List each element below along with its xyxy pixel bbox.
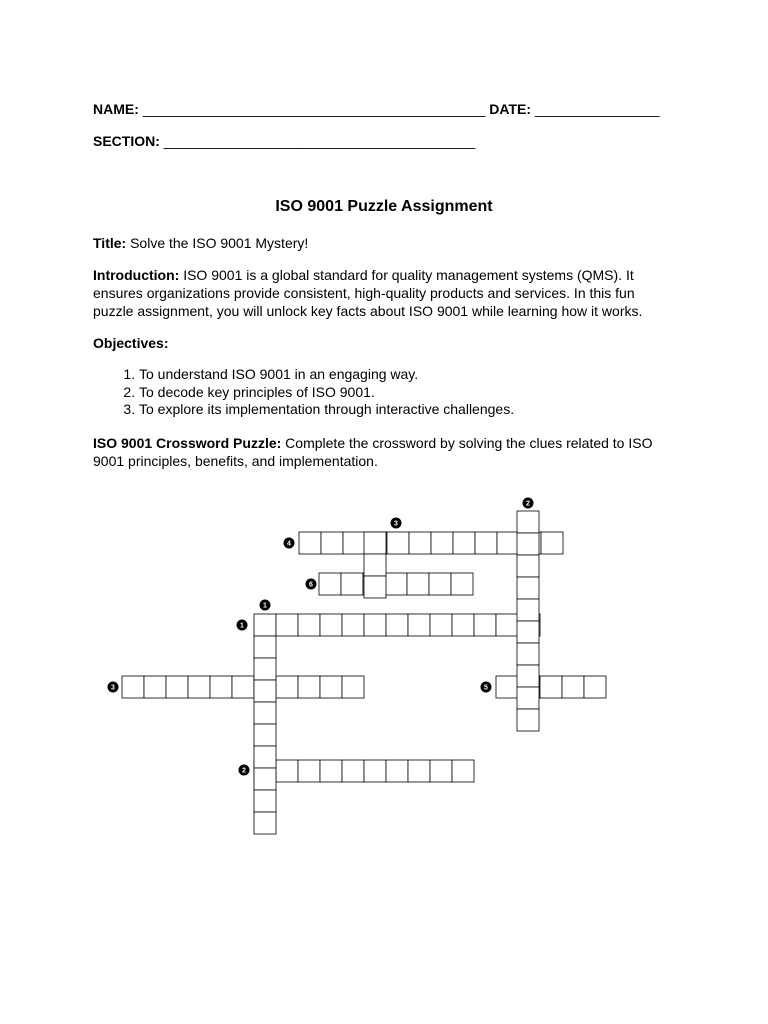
crossword-cell[interactable] xyxy=(517,577,539,599)
crossword-cell[interactable] xyxy=(517,555,539,577)
crossword-cell[interactable] xyxy=(364,554,386,576)
date-label: DATE: xyxy=(489,101,531,117)
crossword-cell[interactable] xyxy=(540,676,562,698)
crossword-cell[interactable] xyxy=(451,573,473,595)
clue-number-marker xyxy=(108,682,119,693)
crossword-cell[interactable] xyxy=(408,614,430,636)
crossword-cell[interactable] xyxy=(517,621,539,643)
crossword-cell[interactable] xyxy=(517,709,539,731)
crossword-cell[interactable] xyxy=(452,614,474,636)
crossword-cell[interactable] xyxy=(517,643,539,665)
clue-number: 6 xyxy=(309,581,313,589)
clue-number: 1 xyxy=(263,602,267,610)
crossword-cell[interactable] xyxy=(541,532,563,554)
crossword-cell[interactable] xyxy=(386,614,408,636)
objectives-heading: Objectives: xyxy=(93,335,169,351)
clue-number: 3 xyxy=(394,520,398,528)
crossword-cell[interactable] xyxy=(430,614,452,636)
crossword-cell[interactable] xyxy=(254,658,276,680)
crossword-intro-text: Complete the crossword by solving the clues related to ISO 9001 principles, benefits, and implementation. xyxy=(93,435,653,469)
crossword-cell[interactable] xyxy=(385,573,407,595)
crossword-cell[interactable] xyxy=(364,614,386,636)
list-item: 3. To explore its implementation through interactive challenges. xyxy=(139,401,514,419)
crossword-cell[interactable] xyxy=(452,760,474,782)
crossword-cell[interactable] xyxy=(343,532,365,554)
crossword-cell[interactable] xyxy=(387,532,409,554)
clue-number-marker xyxy=(284,538,295,549)
crossword-cell[interactable] xyxy=(254,680,276,702)
crossword-cell[interactable] xyxy=(254,636,276,658)
crossword-cell[interactable] xyxy=(386,760,408,782)
clue-number-marker xyxy=(237,620,248,631)
crossword-cell[interactable] xyxy=(342,676,364,698)
crossword-cell[interactable] xyxy=(299,532,321,554)
crossword-cell[interactable] xyxy=(341,573,363,595)
crossword-cell[interactable] xyxy=(342,614,364,636)
name-label: NAME: xyxy=(93,101,139,117)
crossword-cell[interactable] xyxy=(408,760,430,782)
date-field[interactable]: ________________ xyxy=(534,101,660,117)
crossword-cell[interactable] xyxy=(188,676,210,698)
crossword-cell[interactable] xyxy=(497,532,519,554)
crossword-cell[interactable] xyxy=(407,573,429,595)
crossword-cell[interactable] xyxy=(320,614,342,636)
crossword-cell[interactable] xyxy=(475,532,497,554)
crossword-cell[interactable] xyxy=(364,760,386,782)
clue-number: 2 xyxy=(526,500,530,508)
crossword-cell[interactable] xyxy=(517,533,539,555)
clue-number: 5 xyxy=(484,684,488,692)
crossword-cell[interactable] xyxy=(166,676,188,698)
title-label: Title: xyxy=(93,235,127,251)
crossword-cell[interactable] xyxy=(342,760,364,782)
crossword-cell[interactable] xyxy=(144,676,166,698)
crossword-cell[interactable] xyxy=(254,614,276,636)
crossword-cell[interactable] xyxy=(496,614,518,636)
crossword-cell[interactable] xyxy=(122,676,144,698)
section-label: SECTION: xyxy=(93,133,160,149)
clue-number: 1 xyxy=(240,622,244,630)
crossword-cell[interactable] xyxy=(496,676,518,698)
clue-number-marker xyxy=(306,579,317,590)
crossword-cell[interactable] xyxy=(517,511,539,533)
clue-number-marker xyxy=(523,498,534,509)
title-text: Solve the ISO 9001 Mystery! xyxy=(126,235,309,251)
crossword-cell[interactable] xyxy=(364,576,386,598)
crossword-cell[interactable] xyxy=(254,746,276,768)
crossword-cell[interactable] xyxy=(453,532,475,554)
crossword-cell[interactable] xyxy=(517,687,539,709)
crossword-cell[interactable] xyxy=(319,573,341,595)
crossword-cell[interactable] xyxy=(517,599,539,621)
page-title: ISO 9001 Puzzle Assignment xyxy=(275,198,493,215)
crossword-cell[interactable] xyxy=(320,760,342,782)
crossword-cell[interactable] xyxy=(364,532,386,554)
crossword-cell[interactable] xyxy=(431,532,453,554)
clue-number: 2 xyxy=(242,767,246,775)
crossword-cell[interactable] xyxy=(254,702,276,724)
clue-number: 3 xyxy=(111,684,115,692)
crossword-cell[interactable] xyxy=(474,614,496,636)
clue-number-marker xyxy=(391,518,402,529)
section-field[interactable]: ________________________________________ xyxy=(163,133,476,149)
crossword-cell[interactable] xyxy=(254,812,276,834)
crossword-cell[interactable] xyxy=(276,676,298,698)
crossword-cell[interactable] xyxy=(254,768,276,790)
crossword-cell[interactable] xyxy=(517,665,539,687)
crossword-cell[interactable] xyxy=(321,532,343,554)
crossword-cell[interactable] xyxy=(298,760,320,782)
crossword-cell[interactable] xyxy=(409,532,431,554)
crossword-cell[interactable] xyxy=(562,676,584,698)
crossword-cell[interactable] xyxy=(298,614,320,636)
introduction-text: ISO 9001 is a global standard for quality management systems (QMS). It ensures organizations provide consistent, high-quality products and services. In this fun puzzle assignment, you will unlock key facts about ISO 9001 while learning how it works. xyxy=(93,267,643,319)
clue-number: 4 xyxy=(287,540,291,548)
crossword-cell[interactable] xyxy=(429,573,451,595)
crossword-cell[interactable] xyxy=(584,676,606,698)
introduction-label: Introduction: xyxy=(93,267,180,283)
crossword-cell[interactable] xyxy=(320,676,342,698)
crossword-cell[interactable] xyxy=(276,760,298,782)
list-item: 1. To understand ISO 9001 in an engaging way. xyxy=(139,366,514,384)
crossword-cell[interactable] xyxy=(254,724,276,746)
crossword-cell[interactable] xyxy=(232,676,254,698)
crossword-cell[interactable] xyxy=(254,790,276,812)
crossword-cell[interactable] xyxy=(298,676,320,698)
clue-number-marker xyxy=(260,600,271,611)
crossword-cell[interactable] xyxy=(430,760,452,782)
list-item: 2. To decode key principles of ISO 9001. xyxy=(139,384,514,402)
crossword-cell[interactable] xyxy=(276,614,298,636)
crossword-cell[interactable] xyxy=(210,676,232,698)
clue-number-marker xyxy=(239,765,250,776)
crossword-intro-label: ISO 9001 Crossword Puzzle: xyxy=(93,435,282,451)
name-field[interactable]: ____________________________________________ xyxy=(142,101,486,117)
clue-number-marker xyxy=(481,682,492,693)
